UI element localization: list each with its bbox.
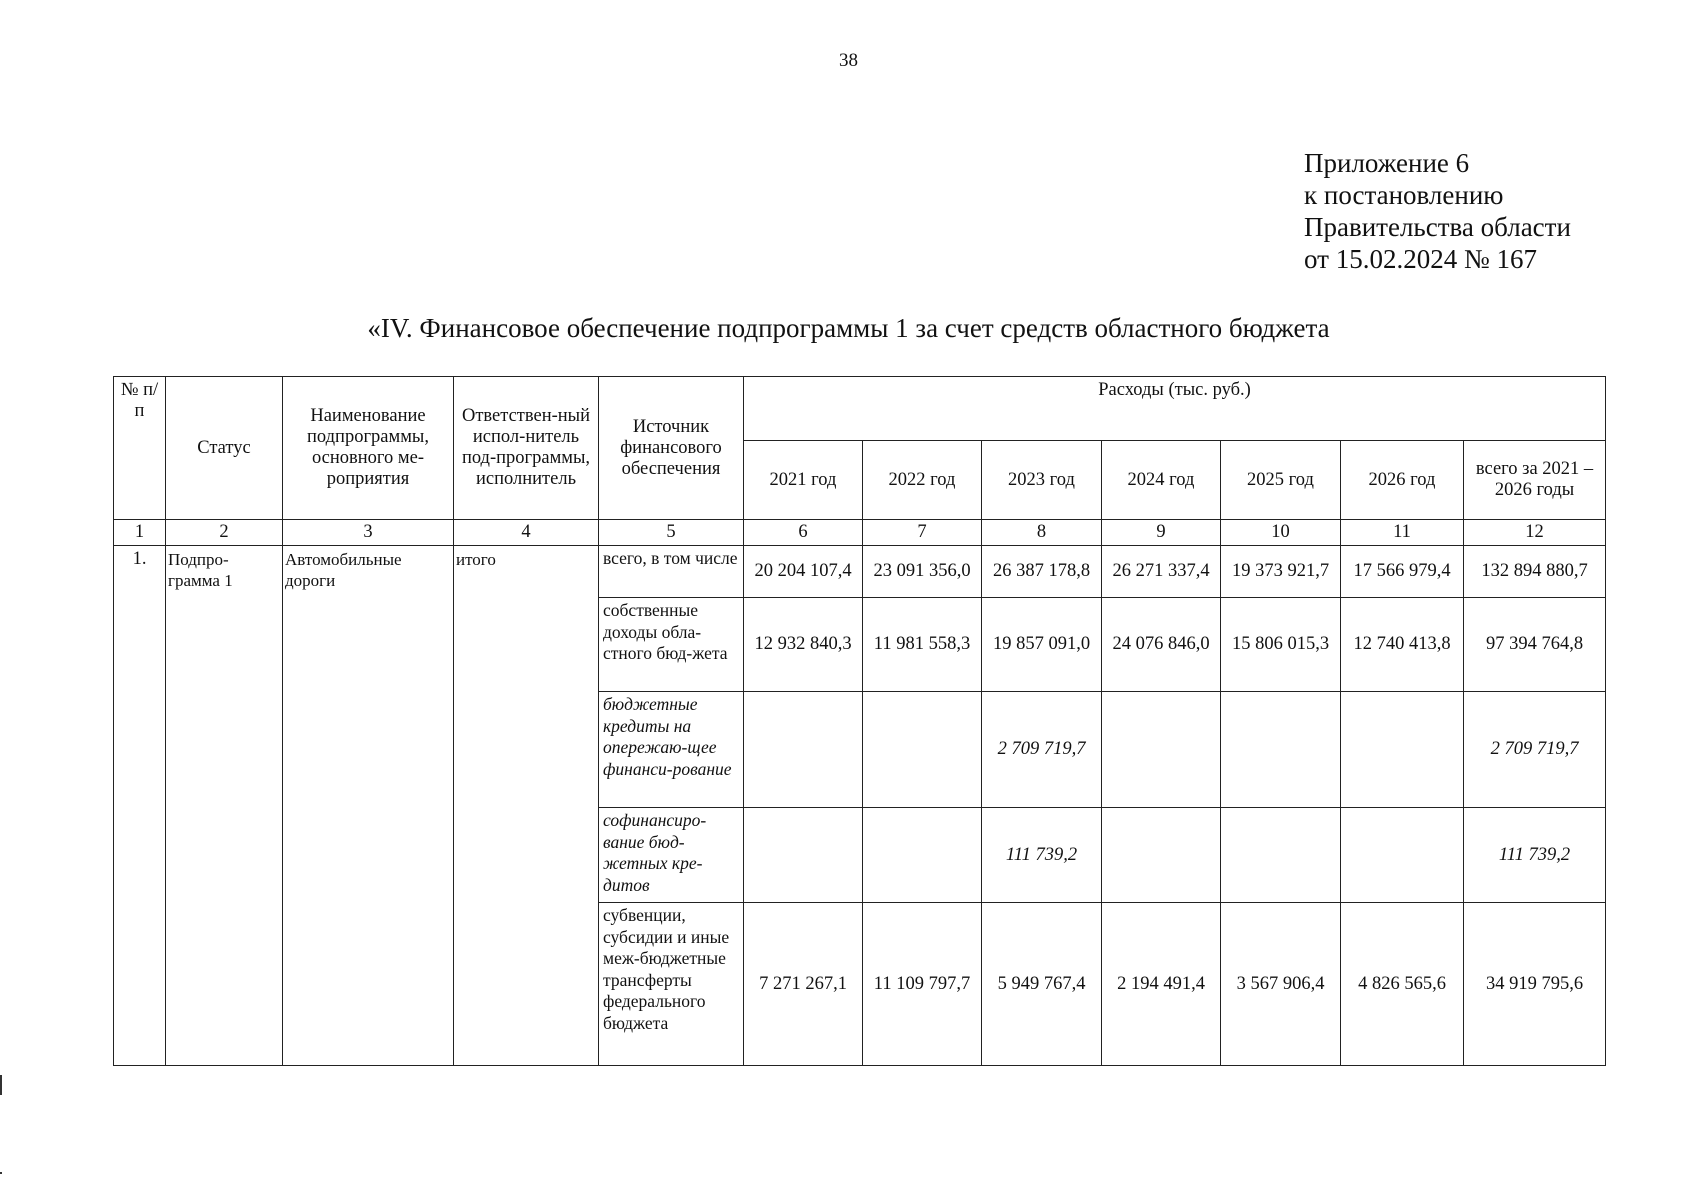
- value-cell-total: 97 394 764,8: [1464, 598, 1606, 692]
- value-cell: 19 857 091,0: [982, 598, 1102, 692]
- header-year-total: всего за 2021 – 2026 годы: [1464, 441, 1606, 520]
- value-cell: 12 740 413,8: [1341, 598, 1464, 692]
- column-number: 9: [1102, 520, 1221, 546]
- scan-margin-mark: [0, 1075, 2, 1095]
- appendix-line: к постановлению: [1304, 180, 1504, 210]
- value-cell: 4 826 565,6: [1341, 903, 1464, 1066]
- header-year: 2022 год: [863, 441, 982, 520]
- value-cell: 12 932 840,3: [744, 598, 863, 692]
- value-cell: 19 373 921,7: [1221, 546, 1341, 598]
- header-num: № п/п: [114, 377, 166, 520]
- row-num: 1.: [114, 546, 166, 1066]
- value-cell: 7 271 267,1: [744, 903, 863, 1066]
- value-cell-total: 2 709 719,7: [1464, 692, 1606, 808]
- value-cell: [744, 692, 863, 808]
- header-year: 2026 год: [1341, 441, 1464, 520]
- column-number: 7: [863, 520, 982, 546]
- column-number: 5: [599, 520, 744, 546]
- value-cell: 26 387 178,8: [982, 546, 1102, 598]
- value-cell: [863, 808, 982, 903]
- appendix-block: [1304, 147, 1571, 275]
- row-responsible: итого: [454, 546, 599, 1066]
- column-number: 4: [454, 520, 599, 546]
- value-cell: 26 271 337,4: [1102, 546, 1221, 598]
- table-row: [114, 546, 1606, 598]
- document-title: «IV. Финансовое обеспечение подпрограммы 1 за счет средств областного бюджета: [367, 313, 1330, 343]
- appendix-line: от 15.02.2024 № 167: [1304, 244, 1537, 274]
- header-responsible: Ответствен-ный испол-нитель под-программы, исполнитель: [454, 377, 599, 520]
- value-cell: [1341, 692, 1464, 808]
- header-year: 2024 год: [1102, 441, 1221, 520]
- value-cell: 3 567 906,4: [1221, 903, 1341, 1066]
- value-cell-total: 111 739,2: [1464, 808, 1606, 903]
- value-cell: 11 109 797,7: [863, 903, 982, 1066]
- value-cell: 5 949 767,4: [982, 903, 1102, 1066]
- value-cell: 17 566 979,4: [1341, 546, 1464, 598]
- column-number: 1: [114, 520, 166, 546]
- column-number: 12: [1464, 520, 1606, 546]
- header-status: Статус: [166, 377, 283, 520]
- source-label: софинансиро-вание бюд-жетных кре-дитов: [599, 808, 744, 903]
- value-cell: 11 981 558,3: [863, 598, 982, 692]
- column-number: 2: [166, 520, 283, 546]
- source-label: бюджетные кредиты на опережаю-щее финанси-рование: [599, 692, 744, 808]
- header-year: 2023 год: [982, 441, 1102, 520]
- value-cell: [1341, 808, 1464, 903]
- column-number: 8: [982, 520, 1102, 546]
- page-number: 38: [839, 50, 858, 71]
- column-number: 10: [1221, 520, 1341, 546]
- source-label: всего, в том числе: [599, 546, 744, 598]
- value-cell-total: 34 919 795,6: [1464, 903, 1606, 1066]
- value-cell: 23 091 356,0: [863, 546, 982, 598]
- value-cell: [863, 692, 982, 808]
- header-name: Наименование подпрограммы, основного ме-роприятия: [283, 377, 454, 520]
- value-cell: 2 194 491,4: [1102, 903, 1221, 1066]
- source-label: субвенции, субсидии и иные меж-бюджетные трансферты федерального бюджета: [599, 903, 744, 1066]
- value-cell: 15 806 015,3: [1221, 598, 1341, 692]
- header-expenses: Расходы (тыс. руб.): [744, 377, 1606, 441]
- column-number: 11: [1341, 520, 1464, 546]
- value-cell: [1102, 692, 1221, 808]
- row-name: Автомобильные дороги: [283, 546, 454, 1066]
- column-number: 6: [744, 520, 863, 546]
- value-cell: [744, 808, 863, 903]
- header-year: 2025 год: [1221, 441, 1341, 520]
- row-status: Подпро-грамма 1: [166, 546, 283, 1066]
- source-label: собственные доходы обла-стного бюд-жета: [599, 598, 744, 692]
- column-numbers-row: [114, 520, 1606, 546]
- financing-table: [113, 376, 1606, 1066]
- value-cell: [1221, 808, 1341, 903]
- appendix-line: Приложение 6: [1304, 148, 1470, 178]
- header-year: 2021 год: [744, 441, 863, 520]
- value-cell: 2 709 719,7: [982, 692, 1102, 808]
- header-source: Источник финансового обеспечения: [599, 377, 744, 520]
- value-cell: 24 076 846,0: [1102, 598, 1221, 692]
- value-cell: [1221, 692, 1341, 808]
- value-cell: [1102, 808, 1221, 903]
- column-number: 3: [283, 520, 454, 546]
- value-cell-total: 132 894 880,7: [1464, 546, 1606, 598]
- value-cell: 111 739,2: [982, 808, 1102, 903]
- value-cell: 20 204 107,4: [744, 546, 863, 598]
- table-header-row: [114, 377, 1606, 441]
- scan-margin-mark: [0, 1172, 2, 1174]
- appendix-line: Правительства области: [1304, 212, 1571, 242]
